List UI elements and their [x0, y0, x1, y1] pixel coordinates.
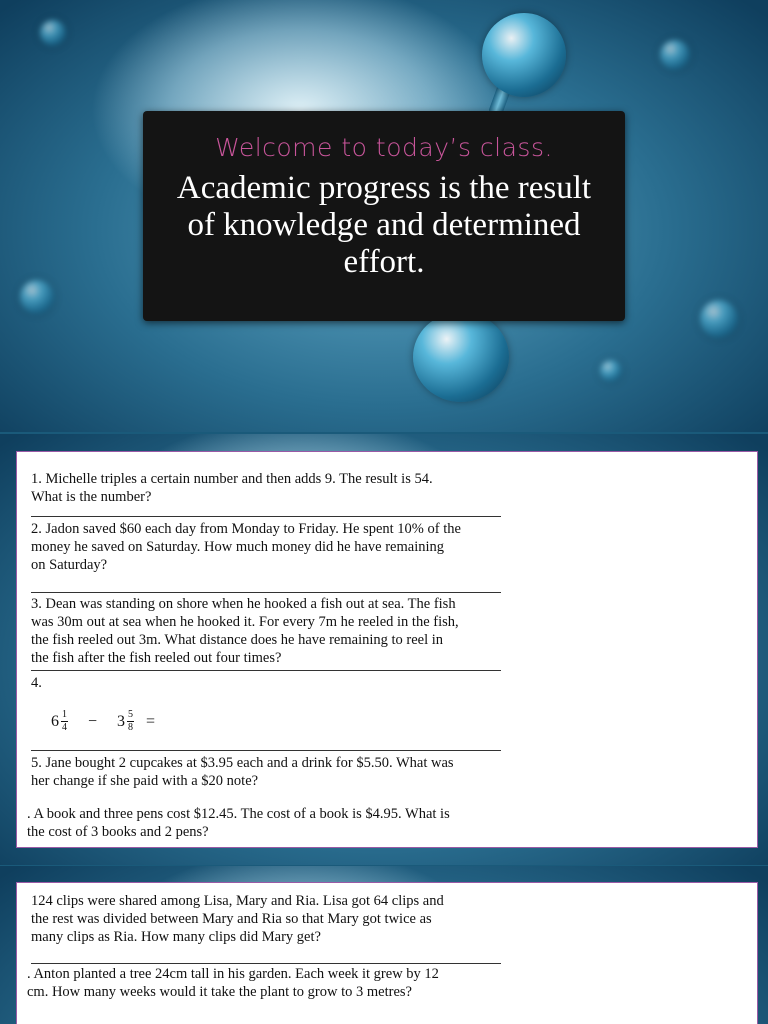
welcome-text: Welcome to today’s class. — [215, 133, 553, 162]
question-6: . A book and three pens cost $12.45. The cost of a book is $4.95. What is the cost of 3 books and 2 pens? — [27, 806, 450, 840]
worksheet-page — [16, 882, 758, 1024]
answer-line — [31, 963, 501, 964]
minus-sign: − — [88, 712, 98, 730]
molecule-sphere-bottom — [413, 312, 509, 402]
fraction-part — [61, 710, 68, 733]
denominator: 4 — [62, 722, 67, 733]
mixed-number-2 — [117, 710, 134, 733]
question-2: 2. Jadon saved $60 each day from Monday to Friday. He spent 10% of the money he saved on Saturday. How much money did he have remaining on Saturday? — [31, 521, 461, 573]
question-4-expression — [51, 710, 155, 733]
numerator: 5 — [128, 709, 134, 720]
question-3: 3. Dean was standing on shore when he hooked a fish out at sea. The fish was 30m out at sea when he hooked it. For every 7m he reeled in the fish, the fish reeled out 3m. What distance does he have remaining to reel in the fish after the fish reeled out four times? — [31, 596, 459, 666]
motivational-quote: Academic progress is the result of knowledge and determined effort. — [176, 170, 592, 280]
whole-part: 3 — [117, 712, 126, 730]
mixed-number-1 — [51, 710, 68, 733]
question-8: . Anton planted a tree 24cm tall in his garden. Each week it grew by 12 cm. How many weeks would it take the plant to grow to 3 metres? — [27, 966, 439, 1000]
fraction-part — [127, 710, 134, 733]
whole-part: 6 — [51, 712, 59, 730]
answer-line — [31, 516, 501, 517]
answer-line — [31, 670, 501, 671]
denominator: 8 — [128, 722, 134, 733]
worksheet-slide-1 — [0, 434, 768, 865]
question-4-label: 4. — [31, 675, 42, 691]
molecule-decoration — [600, 360, 622, 382]
molecule-decoration — [40, 20, 66, 46]
molecule-decoration — [20, 280, 54, 314]
question-7: 124 clips were shared among Lisa, Mary and Ria. Lisa got 64 clips and the rest was divided between Mary and Ria so that Mary got twice as many clips as Ria. How many clips did Mary get? — [31, 893, 444, 945]
numerator: 1 — [62, 709, 67, 720]
molecule-decoration — [700, 300, 738, 338]
question-5: 5. Jane bought 2 cupcakes at $3.95 each and a drink for $5.50. What was her change if she paid with a $20 note? — [31, 755, 454, 789]
worksheet-slide-2 — [0, 866, 768, 1024]
molecule-sphere-top — [482, 13, 566, 97]
molecule-decoration — [660, 40, 690, 70]
equals-sign: = — [146, 712, 156, 730]
answer-line — [31, 750, 501, 751]
worksheet-page — [16, 451, 758, 848]
answer-line — [31, 592, 501, 593]
title-card — [143, 111, 625, 321]
title-slide — [0, 0, 768, 432]
question-1: 1. Michelle triples a certain number and then adds 9. The result is 54. What is the number? — [31, 471, 433, 505]
